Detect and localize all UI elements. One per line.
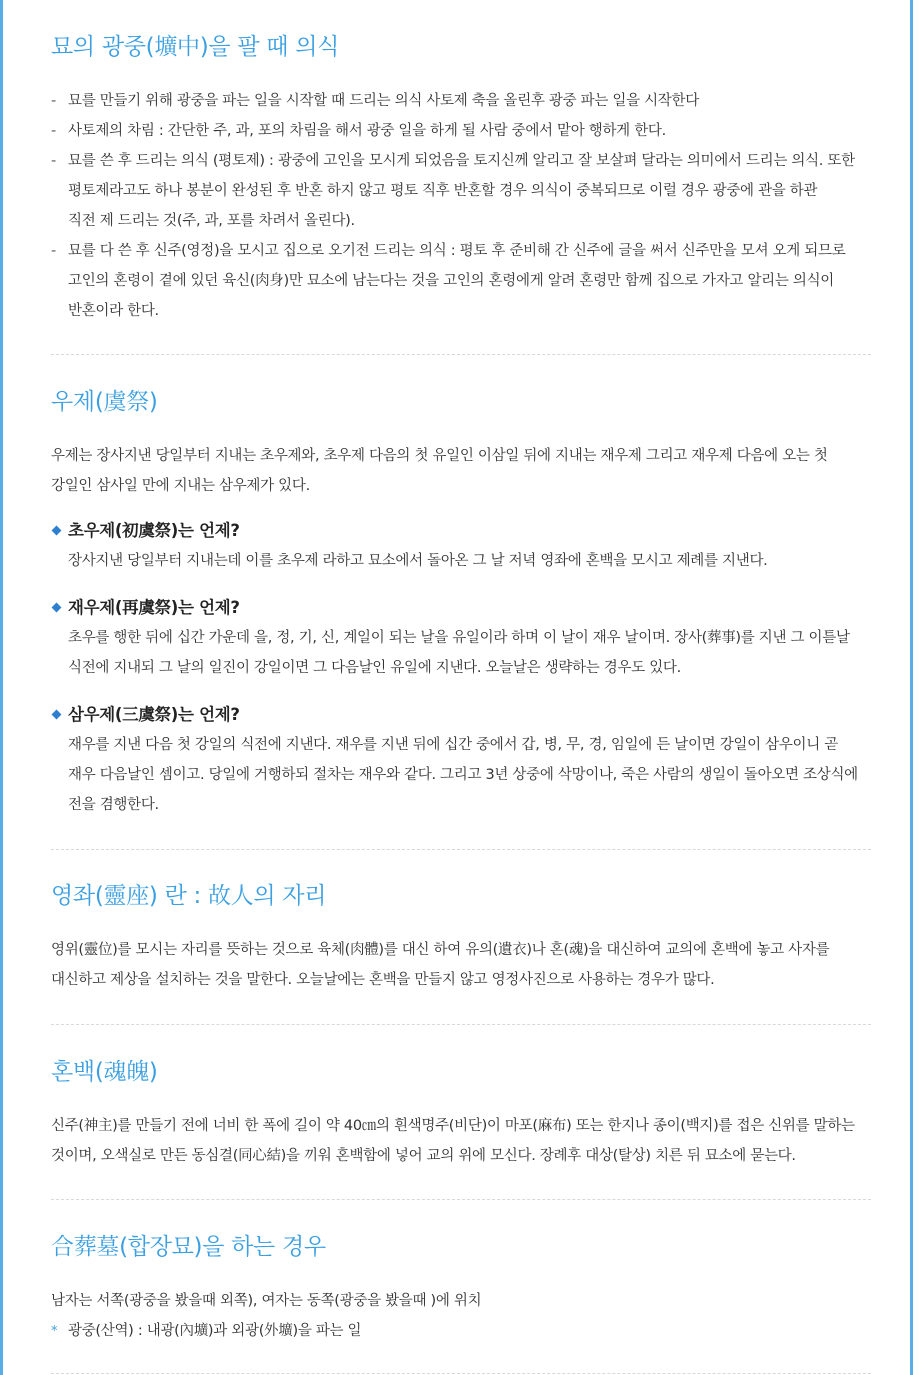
section-woje: [51, 386, 871, 820]
question-answer: 장사지낸 당일부터 지내는데 이를 초우제 라하고 묘소에서 돌아온 그 날 저녁 영좌에 혼백을 모시고 제례를 지낸다.: [68, 553, 768, 569]
asterisk-icon: *: [51, 1324, 58, 1339]
section-grave-digging-ritual: [51, 31, 871, 326]
diamond-bullet-icon: [52, 710, 62, 720]
section-yeongjwa: [51, 880, 871, 995]
section-title: 혼백(魂魄): [51, 1059, 158, 1085]
section-honbaek: [51, 1056, 871, 1171]
question-title: 재우제(再虞祭)는 언제?: [51, 593, 871, 623]
section-divider: [51, 849, 871, 850]
right-border: [910, 0, 913, 1375]
list-item: - 묘를 쓴 후 드리는 의식 (평토제) : 광중에 고인을 모시게 되었음을 토지신께 알리고 잘 보살펴 달라는 의미에서 드리는 의식. 또한 평토제라고도 하나 봉분이 완성된 후 반혼 하지 않고 평토 직후 반혼할 경우 의식이 중복되므로 이럴 경우 광중에 관을 하관 직전 제 드리는 것(주, 과, 포를 차려서 올린다).: [51, 153, 855, 229]
question-title: 삼우제(三虞祭)는 언제?: [51, 700, 871, 730]
note-item: * 광중(산역) : 내광(內壙)과 외광(外壙)을 파는 일: [51, 1316, 871, 1346]
section-divider: [51, 1199, 871, 1200]
note-list: [51, 1316, 871, 1346]
question-choujeje: [51, 516, 871, 576]
section-divider: [51, 354, 871, 355]
diamond-bullet-icon: [52, 603, 62, 613]
list-item: - 사토제의 차림 : 간단한 주, 과, 포의 차림을 해서 광중 일을 하게 될 사람 중에서 맡아 행하게 한다.: [51, 123, 666, 139]
section-hapjangmyo: [51, 1231, 871, 1346]
question-samuje: [51, 700, 871, 820]
diamond-bullet-icon: [52, 526, 62, 536]
body-paragraph: 신주(神主)를 만들기 전에 너비 한 폭에 길이 약 40㎝의 흰색명주(비단)이 마포(麻布) 또는 한지나 종이(백지)를 접은 신위를 말하는 것이며, 오색실로 만든 동심결(同心結)을 끼워 혼백함에 넣어 교의 위에 모신다. 장례후 대상(탈상) 치른 뒤 묘소에 묻는다.: [51, 1118, 855, 1164]
question-answer: 재우를 지낸 다음 첫 강일의 식전에 지낸다. 재우를 지낸 뒤에 십간 중에서 갑, 병, 무, 경, 임일에 든 날이면 강일이 삼우이니 곧 재우 다음날인 셈이고. 당일에 거행하되 절차는 재우와 같다. 그리고 3년 상중에 삭망이나, 죽은 사람의 생일이 돌아오면 조상식에 전을 겸행한다.: [68, 737, 858, 813]
section-title: 合葬墓(합장묘)을 하는 경우: [51, 1234, 326, 1260]
section-divider: [51, 1373, 871, 1374]
left-border: [0, 0, 3, 1375]
question-answer: 초우를 행한 뒤에 십간 가운데 을, 정, 기, 신, 계일이 되는 날을 유일이라 하며 이 날이 재우 날이며. 장사(葬事)를 지낸 그 이튿날 식전에 지내되 그 날의 일진이 강일이면 그 다음날인 유일에 지낸다. 오늘날은 생략하는 경우도 있다.: [68, 630, 850, 676]
section-title: 영좌(靈座) 란 : 故人의 자리: [51, 883, 327, 909]
question-title: 초우제(初虞祭)는 언제?: [51, 516, 871, 546]
list-item: - 묘를 만들기 위해 광중을 파는 일을 시작할 때 드리는 의식 사토제 축을 올린후 광중 파는 일을 시작한다: [51, 93, 699, 109]
section-title: 묘의 광중(壙中)을 팔 때 의식: [51, 34, 340, 60]
intro-paragraph: 우제는 장사지낸 당일부터 지내는 초우제와, 초우제 다음의 첫 유일인 이삼일 뒤에 지내는 재우제 그리고 재우제 다음에 오는 첫 강일인 삼사일 만에 지내는 삼우제가 있다.: [51, 448, 828, 494]
section-divider: [51, 1024, 871, 1025]
body-paragraph: 남자는 서쪽(광중을 봤을때 외쪽), 여자는 동쪽(광중을 봤을때 )에 위치: [51, 1293, 482, 1309]
list-item: - 묘를 다 쓴 후 신주(영정)을 모시고 집으로 오기전 드리는 의식 : 평토 후 준비해 간 신주에 글을 써서 신주만을 모셔 오게 되므로 고인의 혼령이 곁에 있던 육신(肉身)만 묘소에 남는다는 것을 고인의 혼령에게 알려 혼령만 함께 집으로 가자고 알리는 의식이 반혼이라 한다.: [51, 243, 846, 319]
body-paragraph: 영위(靈位)를 모시는 자리를 뜻하는 것으로 육체(肉體)를 대신 하여 유의(遺衣)나 혼(魂)을 대신하여 교의에 혼백에 놓고 사자를 대신하고 제상을 설치하는 것을 말한다. 오늘날에는 혼백을 만들지 않고 영정사진으로 사용하는 경우가 많다.: [51, 942, 830, 988]
question-jaeuje: [51, 593, 871, 683]
section-title: 우제(虞祭): [51, 389, 158, 415]
ritual-list: [51, 86, 871, 326]
